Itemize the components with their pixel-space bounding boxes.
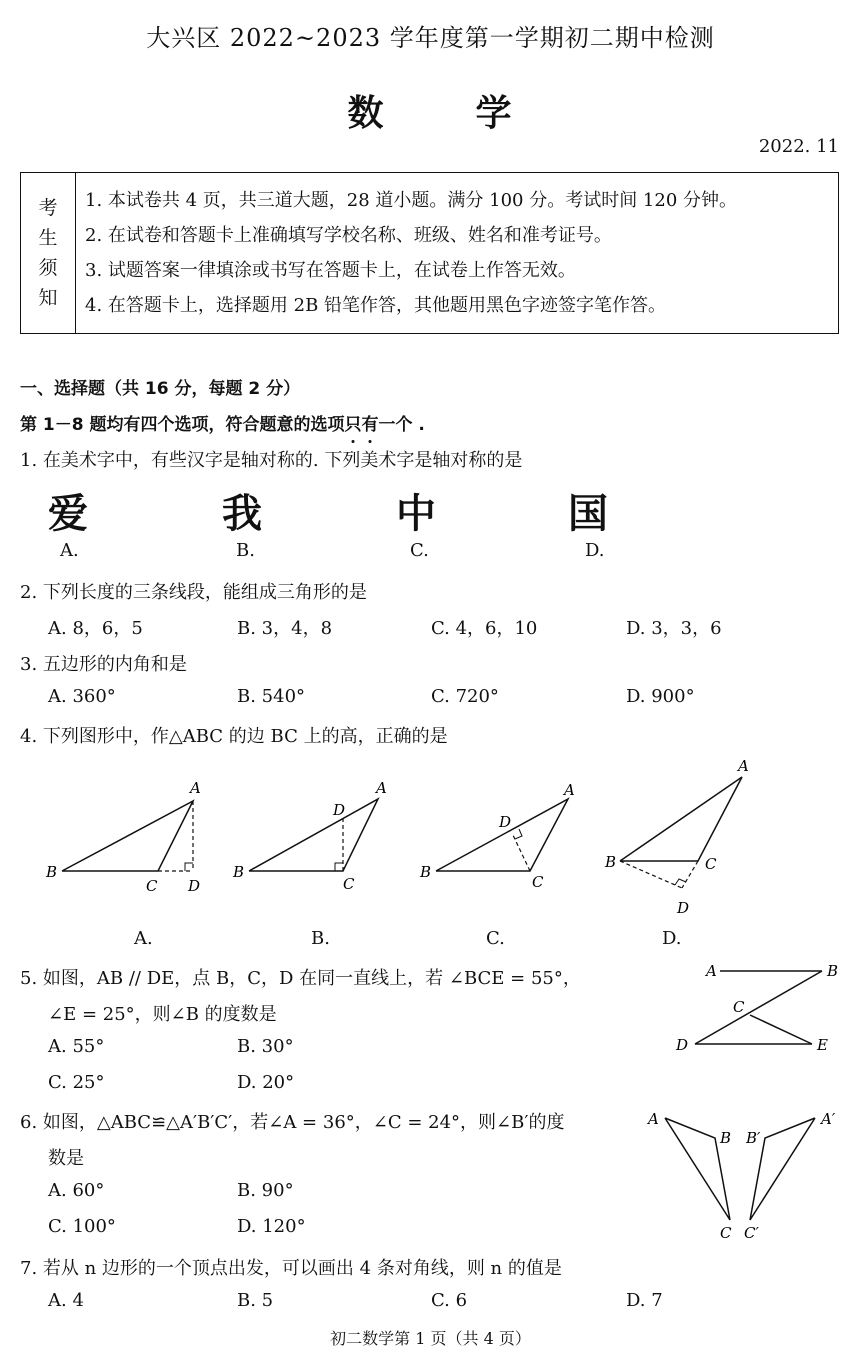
q2-option-a: A. 8，6，5 <box>48 618 143 639</box>
q6-label-c: C <box>720 1224 732 1242</box>
section-instruction <box>20 410 425 435</box>
q7-option-c: C. 6 <box>431 1290 468 1311</box>
q6-option-a: A. 60° <box>48 1180 105 1201</box>
q4c-label-b: B <box>420 863 432 881</box>
q2-option-c: C. 4，6，10 <box>431 618 538 639</box>
subject-char-1: 数 <box>347 93 386 134</box>
q5-label-c: C <box>733 998 745 1016</box>
q4-figure-c <box>419 781 575 891</box>
q5-option-c: C. 25° <box>48 1072 105 1093</box>
q3-stem: 3. 五边形的内角和是 <box>20 654 187 675</box>
q4-figure-b <box>232 779 387 893</box>
emphasis-only <box>345 415 362 435</box>
notice-label-char: 须 <box>38 257 58 279</box>
q2-stem: 2. 下列长度的三条线段，能组成三角形的是 <box>20 582 367 603</box>
q1-stem: 1. 在美术字中，有些汉字是轴对称的. 下列美术字是轴对称的是 <box>20 450 523 471</box>
exam-date: 2022. 11 <box>758 136 839 157</box>
q3-option-c: C. 720° <box>431 686 499 707</box>
q6-option-d: D. 120° <box>237 1216 306 1237</box>
emph-char: 有 <box>361 415 379 435</box>
q7-stem: 7. 若从 n 边形的一个顶点出发，可以画出 4 条对角线，则 n 的值是 <box>20 1258 562 1279</box>
q7-option-a: A. 4 <box>48 1290 84 1311</box>
notice-item: 2. 在试卷和答题卡上准确填写学校名称、班级、姓名和准考证号。 <box>85 225 612 246</box>
q4-option-b: B. <box>311 928 330 949</box>
q6-option-b: B. 90° <box>237 1180 294 1201</box>
q4d-label-b: B <box>605 853 617 871</box>
q1-option-d: D. <box>585 540 605 561</box>
q6-stem-line1: 6. 如图，△ABC≌△A′B′C′，若∠A = 36°，∠C = 24°，则∠B′的度 <box>20 1112 565 1133</box>
q6-label-a: A <box>648 1110 659 1128</box>
q5-label-e: E <box>817 1036 828 1054</box>
q5-option-b: B. 30° <box>237 1036 294 1057</box>
notice-label-char: 考 <box>38 197 58 219</box>
q4d-label-d: D <box>677 899 690 917</box>
q4-option-c: C. <box>486 928 505 949</box>
notice-item: 4. 在答题卡上，选择题用 2B 铅笔作答，其他题用黑色字迹签字笔作答。 <box>85 295 667 316</box>
q4a-label-c: C <box>146 877 158 895</box>
q4-figure-a <box>45 779 201 895</box>
q1-option-b: B. <box>236 540 255 561</box>
candidate-notice-box <box>20 172 839 334</box>
q5-option-a: A. 55° <box>48 1036 105 1057</box>
notice-label <box>21 173 76 333</box>
q3-option-d: D. 900° <box>626 686 695 707</box>
subject-title <box>0 85 861 136</box>
q4b-label-b: B <box>233 863 245 881</box>
q6-label-bp: B′ <box>746 1129 761 1147</box>
q7-option-b: B. 5 <box>237 1290 274 1311</box>
q5-stem-line2: ∠E = 25°，则∠B 的度数是 <box>48 1004 277 1025</box>
q5-label-b: B <box>827 962 839 980</box>
q4a-label-d: D <box>188 877 201 895</box>
q6-option-c: C. 100° <box>48 1216 116 1237</box>
q5-stem-line1: 5. 如图，AB // DE，点 B，C，D 在同一直线上，若 ∠BCE = 55°， <box>20 968 581 989</box>
q4c-label-d: D <box>499 813 512 831</box>
q1-char-d: 国 <box>568 491 608 537</box>
q4c-label-c: C <box>532 873 544 891</box>
q2-option-d: D. 3，3，6 <box>626 618 722 639</box>
q5-option-d: D. 20° <box>237 1072 295 1093</box>
q4a-label-a: A <box>190 779 201 797</box>
page-footer: 初二数学第 1 页（共 4 页） <box>330 1329 531 1348</box>
q6-label-ap: A′ <box>821 1110 836 1128</box>
q4d-label-c: C <box>705 855 717 873</box>
q5-figure <box>670 955 850 1065</box>
q4-figures <box>30 755 750 925</box>
q4-option-a: A. <box>134 928 153 949</box>
exam-title: 大兴区 2022~2023 学年度第一学期初二期中检测 <box>146 24 715 52</box>
q3-option-a: A. 360° <box>48 686 116 707</box>
emphasis-have <box>362 415 379 435</box>
q4b-label-c: C <box>343 875 355 893</box>
q4c-label-a: A <box>564 781 575 799</box>
emph-char: 只 <box>344 415 362 435</box>
notice-label-char: 生 <box>38 227 58 249</box>
instruction-text: 第 1－8 题均有四个选项，符合题意的选项 <box>20 415 345 435</box>
notice-item: 3. 试题答案一律填涂或书写在答题卡上，在试卷上作答无效。 <box>85 260 576 281</box>
q4-stem: 4. 下列图形中，作△ABC 的边 BC 上的高，正确的是 <box>20 726 448 747</box>
q1-char-b: 我 <box>222 491 262 537</box>
q2-option-b: B. 3，4，8 <box>237 618 333 639</box>
q4-figure-d <box>604 757 749 917</box>
q4d-label-a: A <box>738 757 749 775</box>
q1-char-a: 爱 <box>48 491 88 537</box>
subject-char-2: 学 <box>475 93 514 134</box>
q5-label-a: A <box>706 962 717 980</box>
q4a-label-b: B <box>46 863 58 881</box>
instruction-text: 一个 . <box>378 415 425 435</box>
q6-stem-line2: 数是 <box>48 1148 84 1169</box>
q7-option-d: D. 7 <box>626 1290 663 1311</box>
q6-figure <box>640 1100 850 1250</box>
notice-item: 1. 本试卷共 4 页，共三道大题，28 道小题。满分 100 分。考试时间 120 分钟。 <box>85 190 738 211</box>
q1-char-c: 中 <box>396 491 436 537</box>
notice-items <box>85 183 737 323</box>
q4-option-d: D. <box>662 928 682 949</box>
q1-option-c: C. <box>410 540 429 561</box>
q4b-label-d: D <box>333 801 346 819</box>
q6-label-b: B <box>720 1129 732 1147</box>
q1-option-a: A. <box>60 540 79 561</box>
q6-label-cp: C′ <box>744 1224 759 1242</box>
section-title: 一、选择题（共 16 分，每题 2 分） <box>20 379 301 399</box>
q3-option-b: B. 540° <box>237 686 306 707</box>
notice-label-char: 知 <box>38 287 58 309</box>
q5-label-d: D <box>676 1036 689 1054</box>
q4b-label-a: A <box>376 779 387 797</box>
